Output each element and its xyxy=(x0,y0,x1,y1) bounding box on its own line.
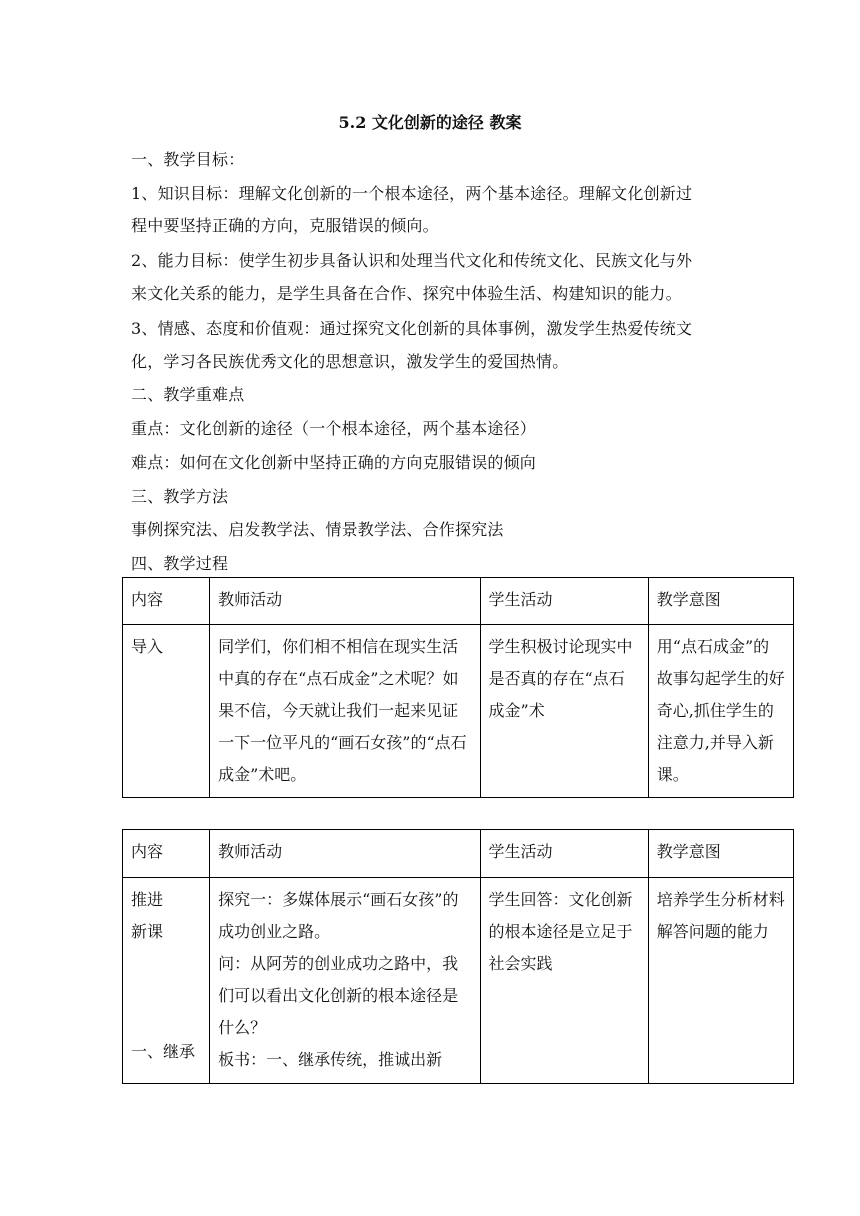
header-content: 内容 xyxy=(123,830,210,878)
teacher-line: 板书：一、继承传统，推诚出新 xyxy=(218,1050,443,1069)
header-intent: 教学意图 xyxy=(648,578,793,625)
content-line: 推进 xyxy=(131,890,164,909)
cell-teacher xyxy=(210,878,480,1084)
paragraph-line: 难点：如何在文化创新中坚持正确的方向克服错误的倾向 xyxy=(131,453,537,472)
process-table-2 xyxy=(122,829,794,1084)
cell-content xyxy=(123,878,210,1084)
section-heading-process: 四、教学过程 xyxy=(131,554,229,573)
section-heading-keypoints: 二、教学重难点 xyxy=(131,385,245,404)
header-intent: 教学意图 xyxy=(648,830,793,878)
paragraph-line: 程中要坚持正确的方向，克服错误的倾向。 xyxy=(131,216,439,235)
cell-intent: 培养学生分析材料解答问题的能力 xyxy=(648,878,793,1084)
content-line: 新课 xyxy=(131,922,164,941)
header-teacher: 教师活动 xyxy=(210,830,480,878)
cell-student: 学生回答：文化创新的根本途径是立足于社会实践 xyxy=(480,878,648,1084)
header-content: 内容 xyxy=(123,578,210,625)
paragraph-line: 1、知识目标：理解文化创新的一个根本途径，两个基本途径。理解文化创新过 xyxy=(131,184,693,203)
paragraph-line: 化，学习各民族优秀文化的思想意识，激发学生的爱国热情。 xyxy=(131,352,569,371)
paragraph-line: 重点：文化创新的途径（一个根本途径，两个基本途径） xyxy=(131,419,537,438)
cell-content: 导入 xyxy=(123,625,210,798)
cell-intent: 用“点石成金”的故事勾起学生的好奇心,抓住学生的注意力,并导入新课。 xyxy=(648,625,793,798)
header-student: 学生活动 xyxy=(480,578,648,625)
paragraph-line: 来文化关系的能力，是学生具备在合作、探究中体验生活、构建知识的能力。 xyxy=(131,284,682,303)
section-heading-objectives: 一、教学目标： xyxy=(131,150,245,169)
content-line: 一、继承 xyxy=(131,1042,196,1061)
paragraph-line: 3、情感、态度和价值观：通过探究文化创新的具体事例，激发学生热爱传统文 xyxy=(131,319,693,338)
teacher-line: 问：从阿芳的创业成功之路中，我们可以看出文化创新的根本途径是什么？ xyxy=(218,954,459,1037)
paragraph-line: 2、能力目标：使学生初步具备认识和处理当代文化和传统文化、民族文化与外 xyxy=(131,251,693,270)
cell-teacher: 同学们，你们相不相信在现实生活中真的存在“点石成金”之术呢？如果不信，今天就让我们一起来见证一下一位平凡的“画石女孩”的“点石成金”术吧。 xyxy=(210,625,480,798)
process-table-1 xyxy=(122,577,794,798)
section-heading-methods: 三、教学方法 xyxy=(131,487,229,506)
teacher-line: 探究一：多媒体展示“画石女孩”的成功创业之路。 xyxy=(218,890,459,941)
header-student: 学生活动 xyxy=(480,830,648,878)
paragraph-line: 事例探究法、启发教学法、情景教学法、合作探究法 xyxy=(131,520,504,539)
document-title: 5.2 文化创新的途径 教案 xyxy=(338,113,522,132)
header-teacher: 教师活动 xyxy=(210,578,480,625)
cell-student: 学生积极讨论现实中是否真的存在“点石成金”术 xyxy=(480,625,648,798)
